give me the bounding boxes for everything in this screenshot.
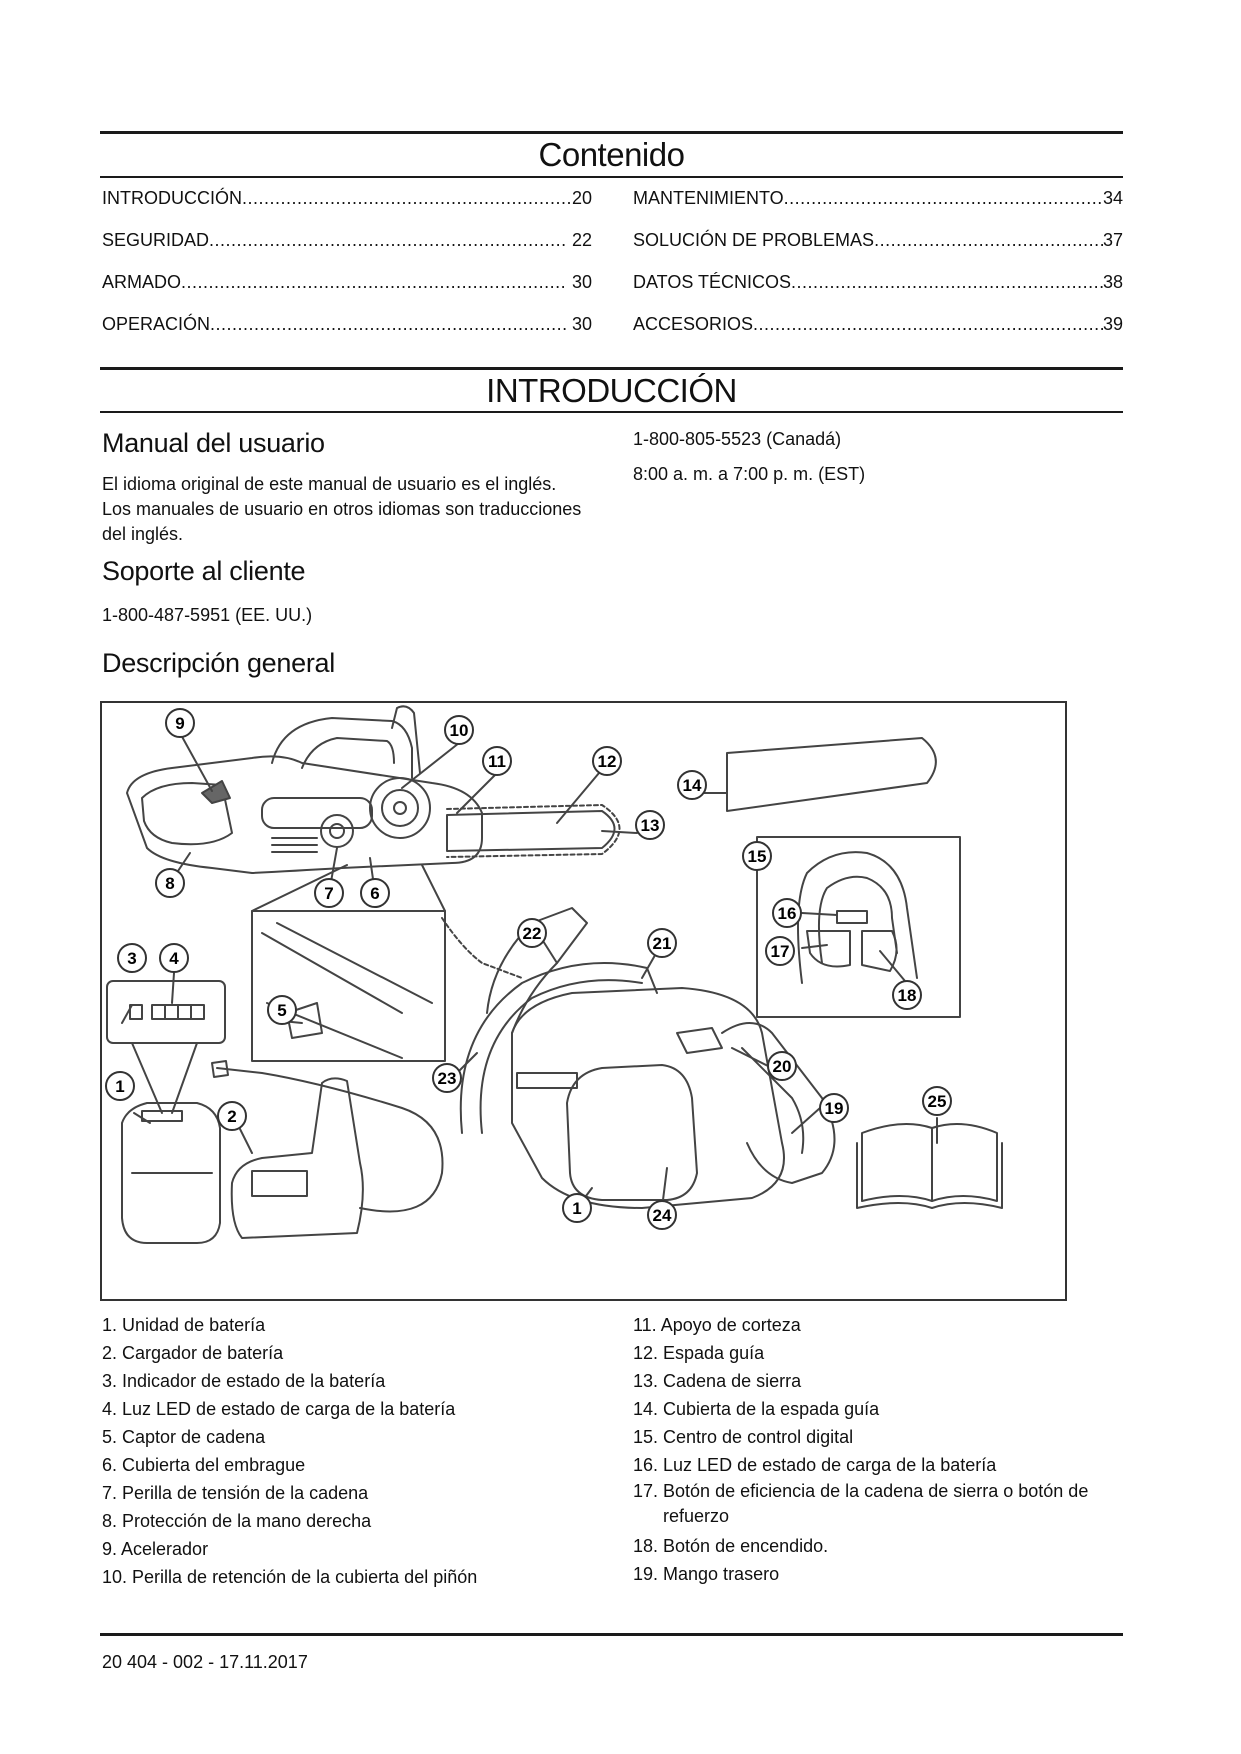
svg-text:21: 21 — [652, 934, 672, 953]
callout — [923, 1087, 951, 1115]
toc-entry[interactable]: ARMADO ..... 30 — [102, 272, 592, 314]
svg-text:14: 14 — [682, 776, 702, 795]
callout — [445, 716, 473, 744]
main-saw-rear-handle — [722, 1023, 835, 1183]
main-saw-body — [512, 988, 784, 1208]
svg-text:24: 24 — [652, 1206, 672, 1225]
manual-book — [862, 1124, 997, 1201]
legend-item: 14. Cubierta de la espada guía — [633, 1399, 880, 1419]
charger-cord — [217, 1068, 443, 1211]
intro-title: INTRODUCCIÓN — [486, 372, 737, 409]
legend-item: 2. Cargador de batería — [102, 1343, 284, 1363]
legend-item: 11. Apoyo de corteza — [633, 1315, 801, 1335]
callout — [166, 709, 194, 737]
legend-item: 8. Protección de la mano derecha — [102, 1511, 372, 1531]
callout — [518, 919, 546, 947]
svg-text:19: 19 — [824, 1099, 844, 1118]
svg-text:11: 11 — [488, 752, 506, 771]
svg-text:15: 15 — [747, 847, 767, 866]
svg-text:22: 22 — [522, 924, 542, 943]
callout — [433, 1064, 461, 1092]
toc-entry[interactable]: MANTENIMIENTO ..... 34 — [633, 188, 1123, 230]
toc-left-column — [102, 188, 592, 356]
legend-item: 17. Botón de eficiencia de la cadena de sierra o botón de refuerzo — [633, 1481, 1089, 1526]
chainsaw-diagram — [102, 703, 1065, 1299]
toc-entry[interactable]: INTRODUCCIÓN ..... 20 — [102, 188, 592, 230]
contents-bottom-rule — [100, 176, 1123, 178]
legend-item: 5. Captor de cadena — [102, 1427, 266, 1447]
legend-item: 3. Indicador de estado de la batería — [102, 1371, 386, 1391]
support-heading: Soporte al cliente — [102, 556, 306, 586]
callout — [218, 1102, 246, 1130]
toc-entry[interactable]: DATOS TÉCNICOS ..... 38 — [633, 272, 1123, 314]
callout — [593, 747, 621, 775]
svg-text:1: 1 — [572, 1199, 582, 1218]
battery-charger — [232, 1078, 363, 1238]
svg-text:17: 17 — [770, 942, 790, 961]
legend-item: 9. Acelerador — [102, 1539, 209, 1559]
callout — [648, 1201, 676, 1229]
main-saw-controls — [677, 1028, 722, 1053]
legend-item: 7. Perilla de tensión de la cadena — [102, 1483, 369, 1503]
svg-text:5: 5 — [277, 1001, 287, 1020]
callout — [773, 899, 801, 927]
legend-item: 12. Espada guía — [633, 1343, 765, 1363]
phone-us: 1-800-487-5951 (EE. UU.) — [102, 605, 313, 625]
callout — [768, 1052, 796, 1080]
phone-canada: 1-800-805-5523 (Canadá) — [633, 429, 842, 449]
callout — [893, 981, 921, 1009]
toc-entry[interactable]: SOLUCIÓN DE PROBLEMAS ..... 37 — [633, 230, 1123, 272]
toc-entry[interactable]: ACCESORIOS ..... 39 — [633, 314, 1123, 356]
manual-text: El idioma original de este manual de usuario es el inglés. Los manuales de usuario en otros idiomas son traducciones del inglés. — [102, 474, 582, 544]
sprocket-knob — [370, 778, 430, 838]
svg-text:3: 3 — [127, 949, 137, 968]
toc-entry[interactable]: OPERACIÓN ..... 30 — [102, 314, 592, 356]
callout — [483, 747, 511, 775]
svg-text:18: 18 — [897, 986, 917, 1005]
footer-rule — [100, 1633, 1123, 1636]
callout — [636, 811, 664, 839]
legend-item: 15. Centro de control digital — [633, 1427, 854, 1447]
callout — [766, 937, 794, 965]
contents-top-rule — [100, 131, 1123, 134]
callout — [648, 929, 676, 957]
svg-text:2: 2 — [227, 1107, 237, 1126]
legend-item: 1. Unidad de batería — [102, 1315, 266, 1335]
toc-entry[interactable]: SEGURIDAD ..... 22 — [102, 230, 592, 272]
main-saw-battery — [567, 1065, 697, 1200]
svg-text:23: 23 — [437, 1069, 457, 1088]
callout — [563, 1194, 591, 1222]
overview-heading: Descripción general — [102, 648, 335, 678]
callout — [820, 1094, 848, 1122]
callout — [315, 879, 343, 907]
contents-title: Contenido — [538, 136, 685, 173]
svg-text:20: 20 — [772, 1057, 792, 1076]
callout — [156, 869, 184, 897]
support-hours: 8:00 a. m. a 7:00 p. m. (EST) — [633, 464, 866, 484]
rear-grip-pillar — [392, 706, 420, 773]
toc-right-column — [633, 188, 1123, 356]
callout — [106, 1072, 134, 1100]
legend-item: 19. Mango trasero — [633, 1564, 780, 1584]
svg-text:13: 13 — [640, 816, 660, 835]
svg-text:7: 7 — [324, 884, 334, 903]
svg-text:9: 9 — [175, 714, 185, 733]
svg-text:1: 1 — [115, 1077, 125, 1096]
footer-text: 20 404 - 002 - 17.11.2017 — [102, 1652, 308, 1672]
callout — [743, 842, 771, 870]
legend-left-column — [102, 1311, 602, 1591]
legend-right-column — [633, 1311, 1123, 1588]
svg-text:12: 12 — [597, 752, 617, 771]
chain-catcher-inset — [252, 911, 445, 1061]
legend-item: 6. Cubierta del embrague — [102, 1455, 306, 1475]
intro-bottom-rule — [100, 411, 1123, 413]
svg-text:10: 10 — [449, 721, 469, 740]
svg-text:6: 6 — [370, 884, 380, 903]
legend-item: 4. Luz LED de estado de carga de la batería — [102, 1399, 456, 1419]
svg-text:4: 4 — [169, 949, 179, 968]
overview-illustration — [100, 701, 1067, 1301]
svg-text:16: 16 — [777, 904, 797, 923]
blade-cover — [727, 738, 936, 811]
legend-item: 18. Botón de encendido. — [633, 1536, 829, 1556]
legend-item: 10. Perilla de retención de la cubierta del piñón — [102, 1567, 478, 1587]
legend-item: 16. Luz LED de estado de carga de la batería — [633, 1455, 997, 1475]
legend-item: 13. Cadena de sierra — [633, 1371, 802, 1391]
callout — [268, 996, 296, 1024]
callout — [118, 944, 146, 972]
main-saw-front-handle — [461, 963, 657, 1133]
tension-knob — [321, 815, 353, 847]
intro-top-rule — [100, 367, 1123, 370]
manual-heading: Manual del usuario — [102, 428, 325, 458]
callout — [678, 771, 706, 799]
callout — [361, 879, 389, 907]
svg-text:8: 8 — [165, 874, 175, 893]
callout — [160, 944, 188, 972]
svg-text:25: 25 — [927, 1092, 947, 1111]
guide-bar — [447, 811, 615, 851]
